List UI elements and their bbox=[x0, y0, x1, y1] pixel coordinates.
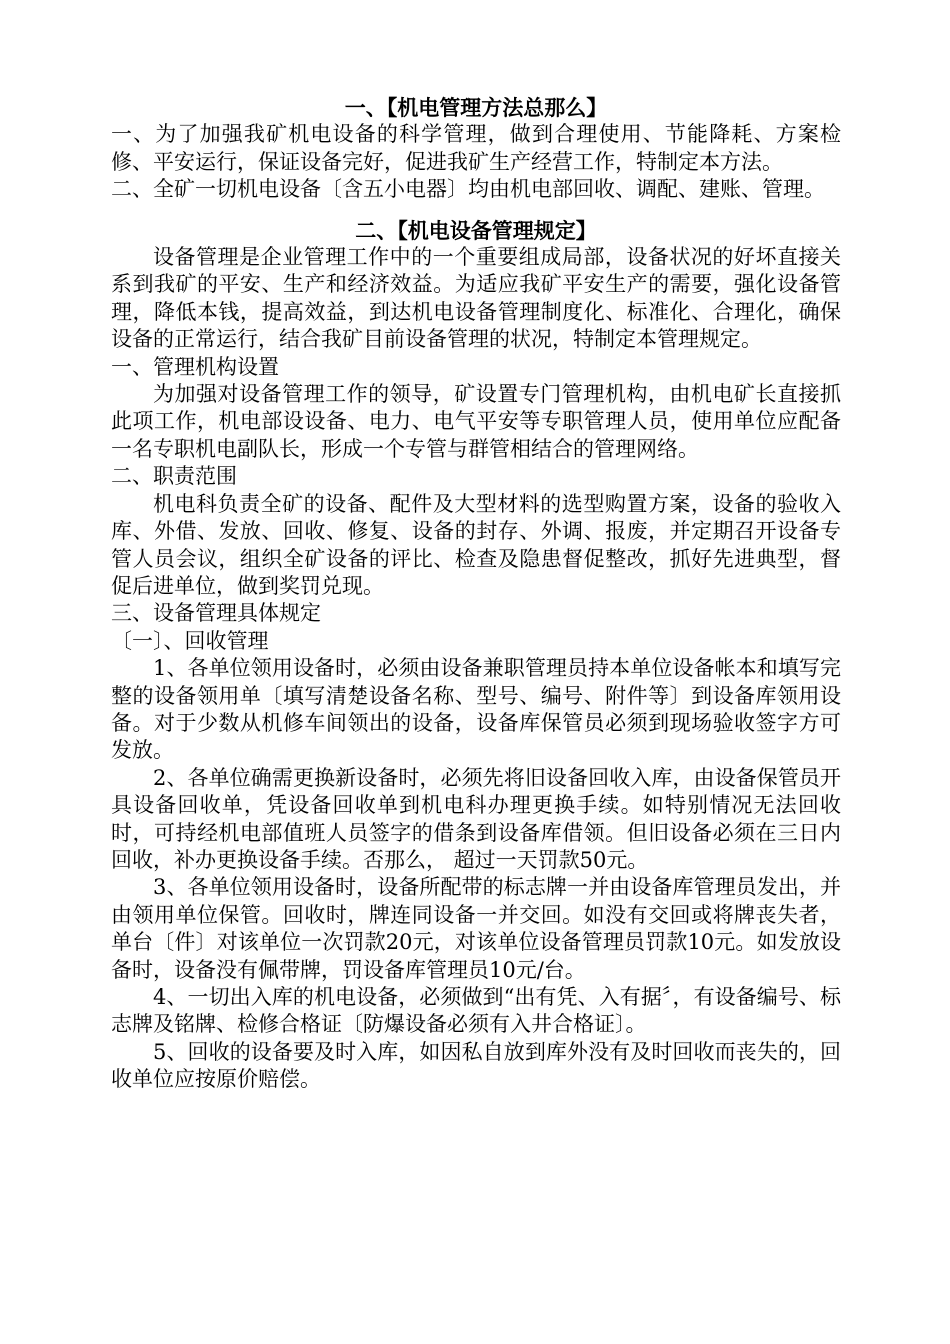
paragraph-intro: 设备管理是企业管理工作中的一个重要组成局部，设备状况的好坏直接关系到我矿的平安、生产和经济效益。为适应我矿平安生产的需要，强化设备管理，降低本钱，提高效益，到达机电设备管理制度化、标准化、合理化，确保设备的正常运行，结合我矿目前设备管理的状况，特制定本管理规定。 bbox=[111, 245, 841, 352]
list-item: 5、回收的设备要及时入库，如因私自放到库外没有及时回收而丧失的，回收单位应按原价赔偿。 bbox=[111, 1039, 841, 1092]
list-item: 3、各单位领用设备时，设备所配带的标志牌一并由设备库管理员发出，并由领用单位保管。回收时，牌连同设备一并交回。如没有交回或将牌丧失者，单台〔件〕对该单位一次罚款20元，对该单位设备管理员罚款10元。如发放设备时，设备没有佩带牌，罚设备库管理员10元/台。 bbox=[111, 875, 841, 982]
subheading-organization: 一、管理机构设置 bbox=[111, 354, 279, 379]
paragraph-organization: 为加强对设备管理工作的领导，矿设置专门管理机构，由机电矿长直接抓此项工作，机电部设设备、电力、电气平安等专职管理人员，使用单位应配备一名专职机电副队长，形成一个专管与群管相结合的管理网络。 bbox=[111, 382, 841, 461]
list-item: 1、各单位领用设备时，必须由设备兼职管理员持本单位设备帐本和填写完整的设备领用单〔填写清楚设备名称、型号、编号、附件等〕到设备库领用设备。对于少数从机修车间领出的设备，设备库保管员必须到现场验收签字方可发放。 bbox=[111, 656, 841, 763]
subheading-recovery-management: 〔一〕、回收管理 bbox=[111, 628, 269, 653]
list-item: 2、各单位确需更换新设备时，必须先将旧设备回收入库，由设备保管员开具设备回收单，凭设备回收单到机电科办理更换手续。如特别情况无法回收时，可持经机电部值班人员签字的借条到设备库借领。但旧设备必须在三日内回收，补办更换设备手续。否那么， 超过一天罚款50元。 bbox=[111, 765, 841, 872]
heading-general-rules: 一、【机电管理方法总那么】 bbox=[344, 95, 608, 120]
paragraph-general-1: 一、为了加强我矿机电设备的科学管理，做到合理使用、节能降耗、方案检修、平安运行，保证设备完好，促进我矿生产经营工作，特制定本方法。 bbox=[111, 122, 841, 174]
subheading-specific-rules: 三、设备管理具体规定 bbox=[111, 601, 321, 626]
document-page bbox=[111, 94, 841, 1094]
paragraph-general-2: 二、全矿一切机电设备〔含五小电器〕均由机电部回收、调配、建账、管理。 bbox=[111, 177, 825, 202]
heading-equipment-rules: 二、【机电设备管理规定】 bbox=[355, 217, 597, 243]
paragraph-responsibilities: 机电科负责全矿的设备、配件及大型材料的选型购置方案，设备的验收入库、外借、发放、回收、修复、设备的封存、外调、报废，并定期召开设备专管人员会议，组织全矿设备的评比、检查及隐患督促整改，抓好先进典型，督促后进单位，做到奖罚兑现。 bbox=[111, 491, 841, 598]
list-item: 4、一切出入库的机电设备，必须做到“出有凭、入有据〞，有设备编号、标志牌及铭牌、检修合格证〔防爆设备必须有入井合格证〕。 bbox=[111, 985, 841, 1037]
subheading-responsibilities: 二、职责范围 bbox=[111, 464, 237, 489]
